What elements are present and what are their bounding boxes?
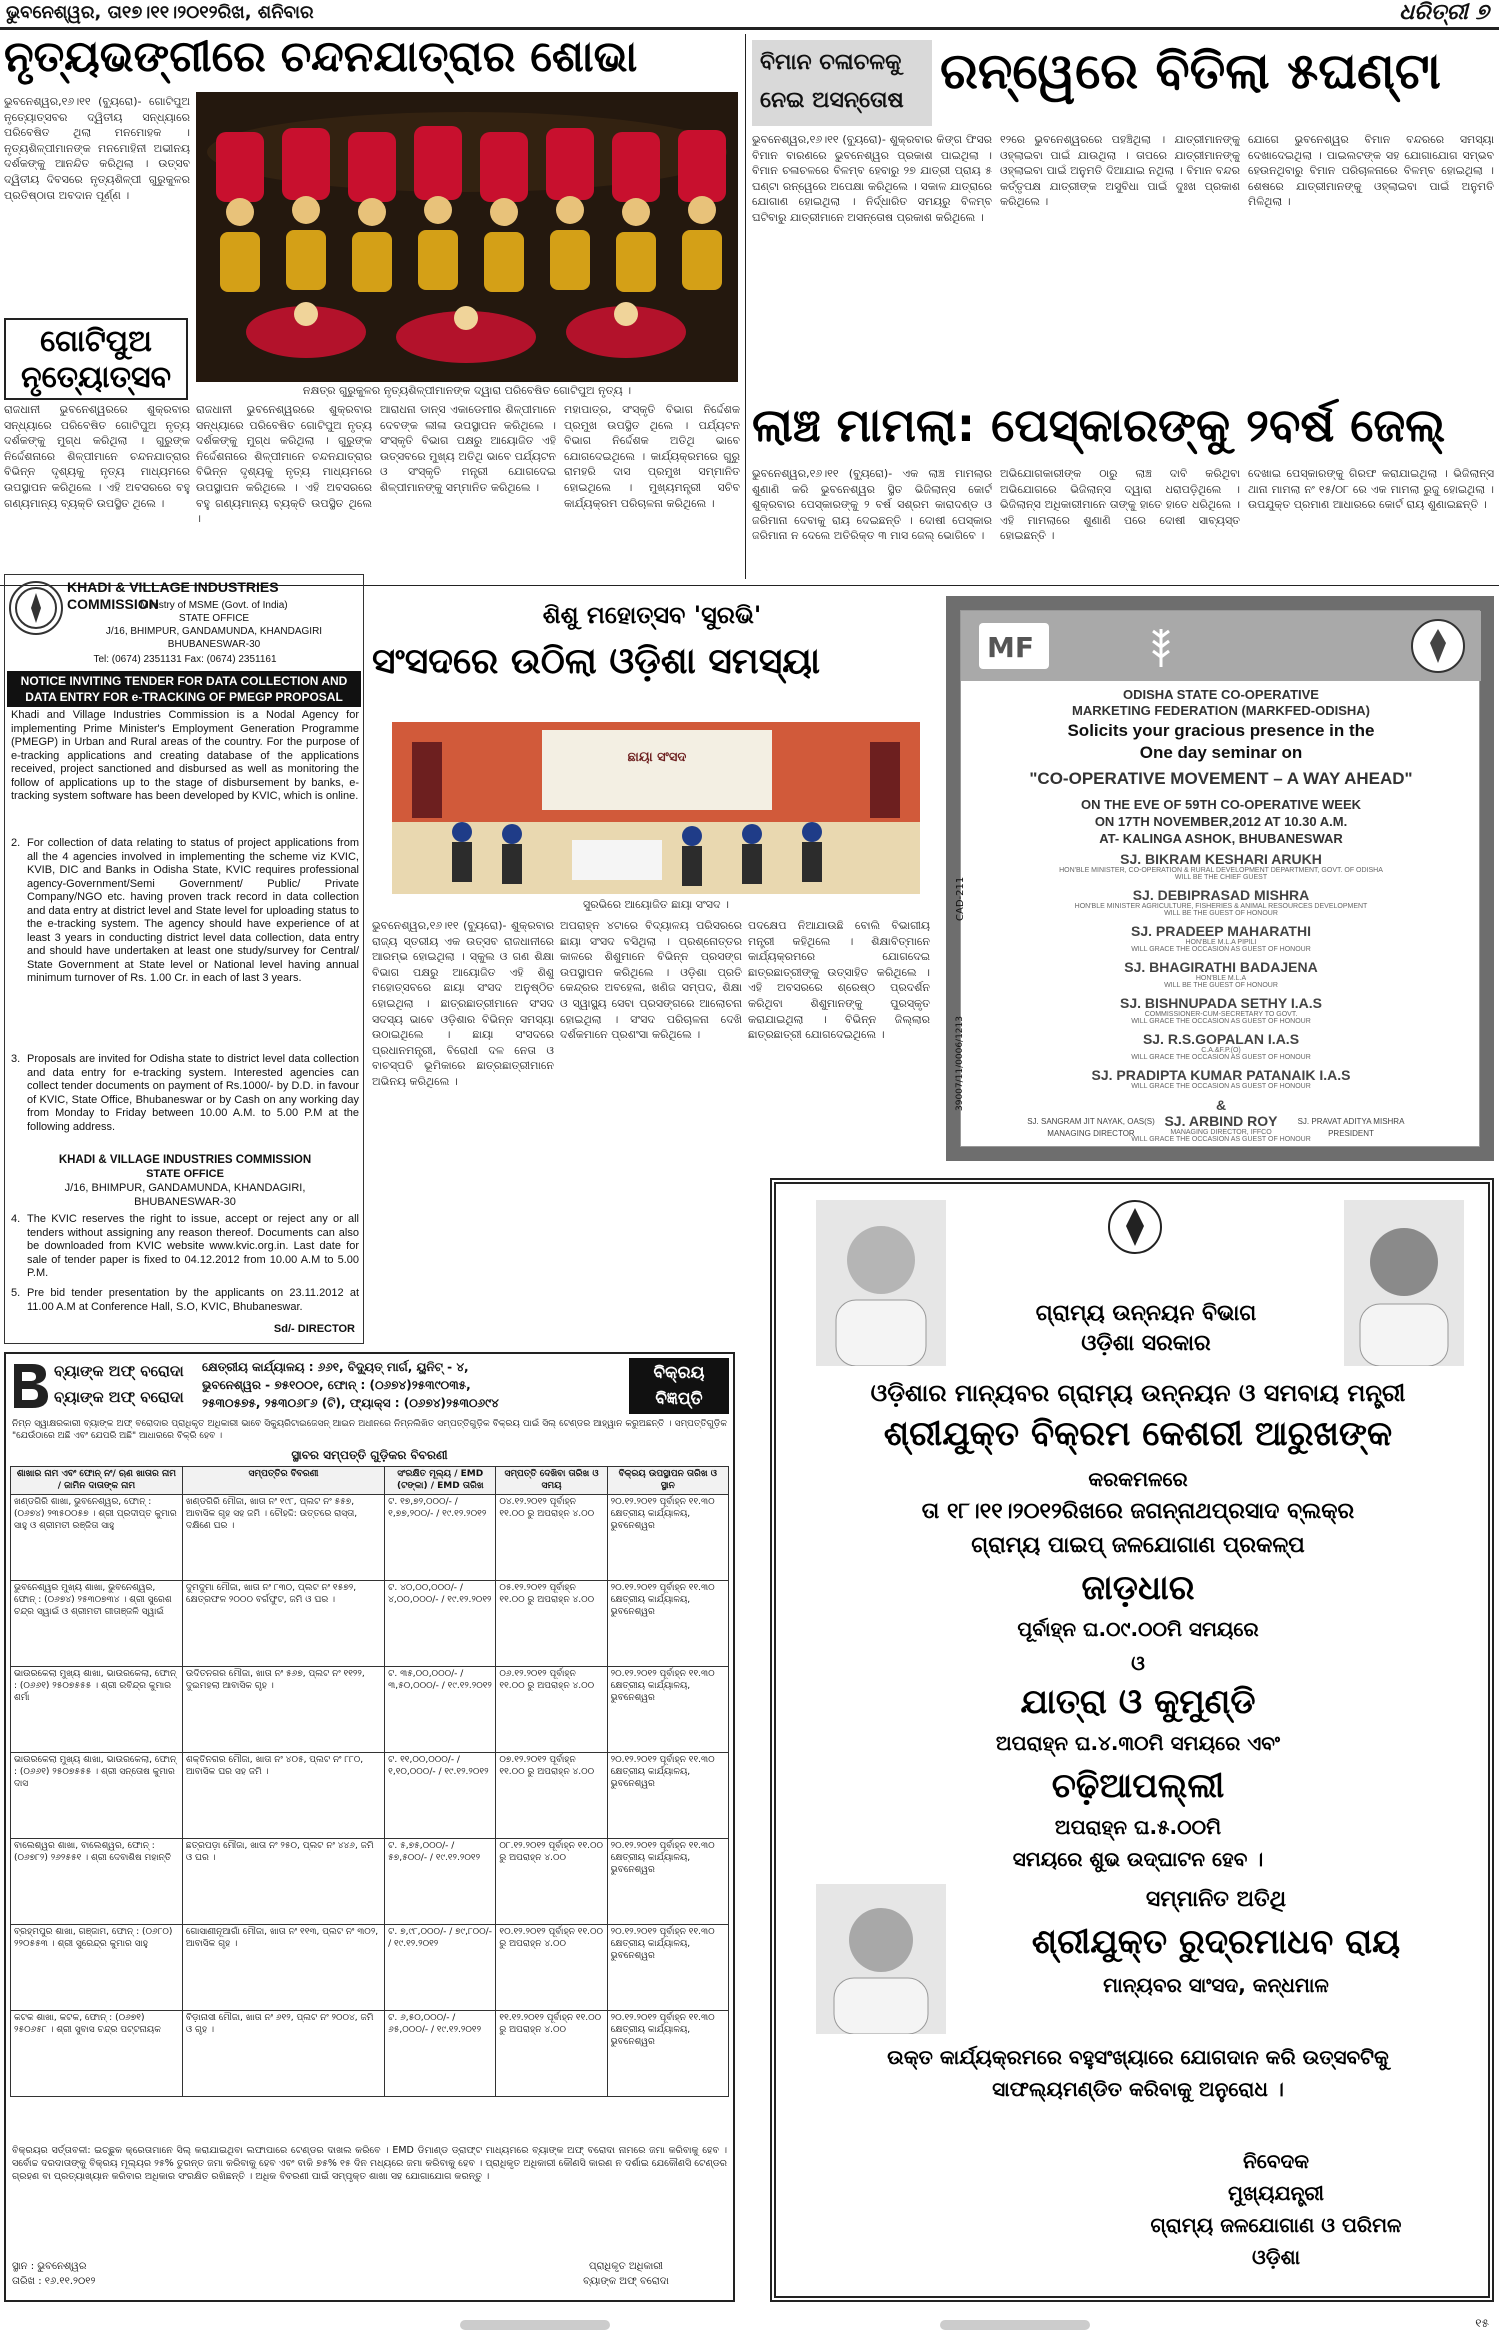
surabhi-photo-art — [392, 722, 920, 894]
pilot-body-col3: ଯୋଗେ ଭୁବନେଶ୍ୱର ବିମାନ ବନ୍ଦରରେ ସମସ୍ୟା ଦେଖାଦେଇଥିଲା । ପାଇଲଟଙ୍କ ସହ ଯୋଗାଯୋଗ ସମ୍ଭବ ହେଉନଥିବାରୁ ବିମାନ ପରିଚାଳନାରେ ବିଳମ୍ବ ହୋଇଥିଲା । ଶେଷରେ ଯାତ୍ରୀମାନଙ୍କୁ ଓହ୍ଲାଇବା ପାଇଁ ଅନୁମତି ମିଳିଥିଲା । — [1248, 133, 1494, 209]
bank-name2: ବ୍ୟାଙ୍କ ଅଫ୍ ବରୋଦା — [54, 1388, 184, 1406]
dance-headline: ନୃତ୍ୟଭଙ୍ଗୀରେ ଚନ୍ଦନଯାତ୍ରାର ଶୋଭା — [4, 32, 638, 82]
pilot-kicker-line2: ନେଇ ଅସନ୍ତୋଷ — [760, 88, 904, 113]
markfed-tag: CAD-211 — [955, 876, 966, 921]
column-divider — [745, 34, 746, 579]
guest-name: SJ. BHAGIRATHI BADAJENA — [1124, 959, 1318, 975]
markfed-last-role: MANAGING DIRECTOR, IFFCO — [1170, 1129, 1272, 1136]
guest-item — [981, 887, 1461, 923]
bank-office-line2: ଭୁବନେଶ୍ୱର - ୭୫୧୦୦୧, ଫୋନ୍ : (୦୬୭୪)୨୫୩୯୦୩୫, — [202, 1378, 471, 1392]
sale-label2: ବିଜ୍ଞପ୍ତି — [655, 1389, 703, 1409]
khadi-title: KHADI & VILLAGE INDUSTRIES COMMISSION — [67, 579, 279, 612]
svg-text:MF: MF — [987, 631, 1034, 664]
table-cell: ଟ. ୬,୫୦,୦୦୦/- / ୬୫,୦୦୦/- / ୧୯.୧୨.୨୦୧୨ — [385, 2011, 496, 2097]
markfed-sig-right-name: SJ. PRAVAT ADITYA MISHRA — [1297, 1117, 1405, 1126]
khadi-num2: 2. — [11, 837, 21, 849]
table-cell: ଖଣ୍ଡଗିରି ଶାଖା, ଭୁବନେଶ୍ୱର, ଫୋନ୍ : (୦୬୭୪) ୨୩୫୦୦୫୭ । ଶ୍ରୀ ପ୍ରଦୀପ୍ତ କୁମାର ସାହୁ ଓ ଶ୍ରୀମତୀ ରଞ୍ଜିତା ସାହୁ — [11, 1495, 183, 1581]
rural-water-ad — [770, 1178, 1494, 2302]
table-cell: କଟକ ଶାଖା, କଟକ, ଫୋନ୍ : (୦୬୭୧) ୨୫୦୬୫୮ । ଶ୍ରୀ ସୁବାସ ଚନ୍ଦ୍ର ପଟ୍ଟନାୟକ — [11, 2011, 183, 2097]
bank-office — [202, 1358, 622, 1412]
rural-minister-title: ଓଡ଼ିଶାର ମାନ୍ୟବର ଗ୍ରାମ୍ୟ ଉନ୍ନୟନ ଓ ସମବାୟ ମନ୍ତ୍ରୀ — [870, 1379, 1406, 1407]
dance-body-col3: ଆରାଧନା ଡାନ୍ସ ଏକାଡେମୀର ଶିଳ୍ପୀମାନେ ଦେବଙ୍କ ଲୀଳା ଉପସ୍ଥାପନ କରିଥିଲେ । ସଂସ୍କୃତି ବିଭାଗ ପକ୍ଷରୁ ଆୟୋଜିତ ଏହି ଉତ୍ସବରେ ମୁଖ୍ୟ ଅତିଥି ଭାବେ ପର୍ଯ୍ୟଟନ ଓ ସଂସ୍କୃତି ମନ୍ତ୍ରୀ ଯୋଗଦେଇ ଶିଳ୍ପୀମାନଙ୍କୁ ସମ୍ମାନିତ କରିଥିଲେ । — [380, 403, 556, 495]
table-cell: ୨୦.୧୨.୨୦୧୨ ପୂର୍ବାହ୍ନ ୧୧.୩୦ କ୍ଷେତ୍ରୀୟ କାର୍ଯ୍ୟାଳୟ, ଭୁବନେଶ୍ୱର — [607, 1925, 728, 2011]
rural-place1: ଜାଡ଼ଧାର — [1081, 1568, 1195, 1608]
table-row — [11, 1925, 729, 2011]
rural-from2: ଗ୍ରାମ୍ୟ ଜଳଯୋଗାଣ ଓ ପରିମଳ — [1150, 2213, 1402, 2237]
rural-guest-role: ମାନ୍ୟବର ସାଂସଦ, କନ୍ଧମାଳ — [1103, 1973, 1329, 1997]
rural-conj: ଓ — [1131, 1651, 1145, 1675]
guest-note: WILL GRACE THE OCCASION AS GUEST OF HONOUR — [1131, 1083, 1311, 1090]
surabhi-caption: ସୁରଭିରେ ଆୟୋଜିତ ଛାୟା ସଂସଦ । — [583, 898, 729, 911]
table-cell: ୨୦.୧୨.୨୦୧୨ ପୂର୍ବାହ୍ନ ୧୧.୩୦ କ୍ଷେତ୍ରୀୟ କାର୍ଯ୍ୟାଳୟ, ଭୁବନେଶ୍ୱର — [607, 1667, 728, 1753]
khadi-address: J/16, BHIMPUR, GANDAMUNDA, KHANDAGIRI — [105, 626, 323, 637]
table-row — [11, 1839, 729, 1925]
table-cell: ଟ. ୧୧,୦୦,୦୦୦/- / ୧,୧୦,୦୦୦/- / ୧୯.୧୨.୨୦୧୨ — [385, 1753, 496, 1839]
wheat-icon — [1131, 623, 1191, 669]
odisha-emblem-icon — [1106, 1198, 1164, 1256]
table-cell: ଖଣ୍ଡଗିରି ମୌଜା, ଖାତା ନଂ ୧୯୮, ପ୍ଲଟ ନଂ ୫୫୭, ଆବାସିକ ଗୃହ ସହ ଜମି । ଚୌହଦ୍ଦି: ଉତ୍ତରେ ରାସ୍ତା, ଦକ୍ଷିଣେ ଘର । — [182, 1495, 384, 1581]
table-cell: ଛତ୍ରପଡ଼ା ମୌଜା, ଖାତା ନଂ ୨୫୦, ପ୍ଲଟ ନଂ ୪୪୬, ଜମି ଓ ଘର । — [182, 1839, 384, 1925]
pilot-body-col1: ଭୁବନେଶ୍ୱର,୧୬।୧୧ (ବ୍ୟୁରୋ)- ଶୁକ୍ରବାର କିଙ୍ଗ ଫିସର ବିମାନ ବାରଣରେ ଭୁବନେଶ୍ୱର ପ୍ରକାଶ ପାଇଥିଲା । ବିମାନ ଚଳାଚଳରେ ବିଳମ୍ବ ହେବାରୁ ୨୭ ଯାତ୍ରୀ ପ୍ରାୟ ୫ ଘଣ୍ଟା ରନ୍‌ୱେରେ ଅପେକ୍ଷା କରିଥିଲେ । ସକାଳ ଯାତ୍ରାରେ ଯୋଗାଣ ହୋଇଥିଲା । ନିର୍ଦ୍ଧାରିତ ସମୟରୁ ବିଳମ୍ବ ଘଟିବାରୁ ଯାତ୍ରୀମାନେ ଅସନ୍ତୋଷ ପ୍ରକାଶ କରିଥିଲେ । — [752, 133, 992, 225]
gotipua-label: ଗୋଟିପୁଅ ନୃତ୍ୟୋତ୍ସବ — [20, 324, 172, 395]
dance-body-col2: ରାଜଧାନୀ ଭୁବନେଶ୍ୱରରେ ଶୁକ୍ରବାର ସନ୍ଧ୍ୟାରେ ପରିବେଷିତ ଗୋଟିପୁଅ ନୃତ୍ୟ ଦର୍ଶକଙ୍କୁ ମୁଗ୍ଧ କରିଥିଲା । ଗୁରୁଙ୍କ ନିର୍ଦ୍ଦେଶନାରେ ଶିଳ୍ପୀମାନେ ଚନ୍ଦନଯାତ୍ରାର ବିଭିନ୍ନ ଦୃଶ୍ୟକୁ ନୃତ୍ୟ ମାଧ୍ୟମରେ ଉପସ୍ଥାପନ କରିଥିଲେ । ଏହି ଅବସରରେ ବହୁ ଗଣ୍ୟମାନ୍ୟ ବ୍ୟକ୍ତି ଉପସ୍ଥିତ ଥିଲେ । — [196, 403, 372, 526]
dance-body-col1b: ରାଜଧାନୀ ଭୁବନେଶ୍ୱରରେ ଶୁକ୍ରବାର ସନ୍ଧ୍ୟାରେ ପରିବେଷିତ ଗୋଟିପୁଅ ନୃତ୍ୟ ଦର୍ଶକଙ୍କୁ ମୁଗ୍ଧ କରିଥିଲା । ଗୁରୁଙ୍କ ନିର୍ଦ୍ଦେଶନାରେ ଶିଳ୍ପୀମାନେ ଚନ୍ଦନଯାତ୍ରାର ବିଭିନ୍ନ ଦୃଶ୍ୟକୁ ନୃତ୍ୟ ମାଧ୍ୟମରେ ଉପସ୍ଥାପନ କରିଥିଲେ । ଏହି ଅବସରରେ ବହୁ ଗଣ୍ୟମାନ୍ୟ ବ୍ୟକ୍ତି ଉପସ୍ଥିତ ଥିଲେ । — [4, 403, 190, 510]
guest-role: HON'BLE MINISTER AGRICULTURE, FISHERIES & ANIMAL RESOURCES DEVELOPMENT — [1074, 903, 1368, 910]
guest-item — [981, 1067, 1461, 1097]
markfed-card — [955, 610, 1480, 1147]
markfed-org1: ODISHA STATE CO-OPERATIVE — [1123, 687, 1319, 702]
table-header: ସମ୍ପତ୍ତିର ବିବରଣୀ — [182, 1467, 384, 1495]
table-cell: ୦୪.୧୨.୨୦୧୨ ପୂର୍ବାହ୍ନ ୧୧.୦୦ ରୁ ଅପରାହ୍ନ ୪.୦୦ — [496, 1495, 607, 1581]
surabhi-body-col3: ପଦକ୍ଷେପ ନିଆଯାଉଛି ବୋଲି ବିଭାଗୀୟ ମନ୍ତ୍ରୀ କହିଥିଲେ । ଶିକ୍ଷାବିତ୍ମାନେ କାର୍ଯ୍ୟକ୍ରମରେ ଯୋଗଦେଇ ଛାତ୍ରଛାତ୍ରୀଙ୍କୁ ଉତ୍ସାହିତ କରିଥିଲେ । ଏହି ଅବସରରେ ଶ୍ରେଷ୍ଠ ପ୍ରଦର୍ଶନ କରିଥିବା ଶିଶୁମାନଙ୍କୁ ପୁରସ୍କୃତ କରାଯାଇଥିଲା । ବିଭିନ୍ନ ଜିଲ୍ଲାର ଛାତ୍ରଛାତ୍ରୀ ଯୋଗଦେଇଥିଲେ । — [748, 919, 930, 1042]
bribe-body-col2: ଅଭିଯୋଗକାରୀଙ୍କ ଠାରୁ ଲାଞ୍ଚ ଦାବି କରିଥିବା ଅଭିଯୋଗରେ ଭିଜିଲାନ୍ସ ଦ୍ୱାରା ଧରାପଡ଼ିଥିଲେ । ଭିଜିଲାନ୍ସ ଅଧିକାରୀମାନେ ତାଙ୍କୁ ହାତେ ହାତେ ଧରିଥିଲେ । ଏହି ମାମଲାରେ ଶୁଣାଣି ପରେ ଦୋଷୀ ସାବ୍ୟସ୍ତ ହୋଇଛନ୍ତି । — [1000, 467, 1240, 543]
khadi-num4: 4. — [11, 1213, 21, 1225]
khadi-tel: Tel: (0674) 2351131 Fax: (0674) 2351161 — [93, 654, 277, 665]
khadi-point5: Pre bid tender presentation by the applicants on 23.11.2012 at 11.00 A.M at Conference Hall, S.O, KVIC, Bhubaneswar. — [27, 1287, 359, 1313]
khadi-point2: For collection of data relating to status of project applications from all the 4 agencies involved in implementing the scheme viz KVIC, KVIB, DIC and Banks in Odisha State, KVIC requires professional agency-Government/Semi Government/ Public/ Private Company/NGO etc. having proven track record in data collection and data entry at district level and State level for uploading status to the e-tracking system. The agency should have experience of at least 3 years in conducting district level data collection, data entry and should have undertaken at least one study/survey for Central/ State Government at State level or National level having annual minimum turnover of Rs. 1.00 Cr. in each of last 3 years. — [27, 837, 359, 984]
paper-title: ଧରିତ୍ରୀ — [1399, 0, 1468, 25]
table-cell: ୦୫.୧୨.୨୦୧୨ ପୂର୍ବାହ୍ନ ୧୧.୦୦ ରୁ ଅପରାହ୍ନ ୪.୦୦ — [496, 1581, 607, 1667]
table-row — [11, 1495, 729, 1581]
rural-time1: ପୂର୍ବାହ୍ନ ଘ.୦୯.୦୦ମି ସମୟରେ — [1017, 1617, 1259, 1641]
surabhi-banner-text: ଛାୟା ସଂସଦ — [627, 750, 687, 765]
table-cell: ଭୁବନେଶ୍ୱର ମୁଖ୍ୟ ଶାଖା, ଭୁବନେଶ୍ୱର, ଫୋନ୍ : (୦୬୭୪) ୨୫୩୦୭୩୪ । ଶ୍ରୀ ସୁରେଶ ଚନ୍ଦ୍ର ସ୍ୱାଇଁ ଓ ଶ୍ରୀମତୀ ଗୀତାଞ୍ଜଳି ସ୍ୱାଇଁ — [11, 1581, 183, 1667]
place-label: ସ୍ଥାନ — [12, 2261, 28, 2272]
rural-time2: ଅପରାହ୍ନ ଘ.୪.୩୦ମି ସମୟରେ ଏବଂ — [995, 1731, 1281, 1755]
table-cell: ୨୦.୧୨.୨୦୧୨ ପୂର୍ବାହ୍ନ ୧୧.୩୦ କ୍ଷେତ୍ରୀୟ କାର୍ଯ୍ୟାଳୟ, ଭୁବନେଶ୍ୱର — [607, 1495, 728, 1581]
rural-place3: ଚଢ଼ିଆପଲ୍ଲୀ — [1051, 1766, 1225, 1806]
bank-notice-text: ନିମ୍ନ ସ୍ୱାକ୍ଷରକାରୀ ବ୍ୟାଙ୍କ ଅଫ୍ ବରୋଦାର ପ୍ରାଧିକୃତ ଅଧିକାରୀ ଭାବେ ସିକ୍ୟୁରିଟାଇଜେସନ୍ ଆଇନ ଅଧୀନରେ ନିମ୍ନଲିଖିତ ସମ୍ପତ୍ତିଗୁଡ଼ିକ ବିକ୍ରୟ ପାଇଁ ସିଲ୍ ଟେଣ୍ଡର ଆହ୍ୱାନ କରୁଅଛନ୍ତି । ସମ୍ପତ୍ତିଗୁଡ଼ିକ "ଯେଉଁଠାରେ ଅଛି ଏବଂ ଯେପରି ଅଛି" ଆଧାରରେ ବିକ୍ରି ହେବ । — [12, 1419, 727, 1441]
markfed-last-note: WILL GRACE THE OCCASION AS GUEST OF HONOUR — [1131, 1136, 1311, 1143]
markfed-sig-left-role: MANAGING DIRECTOR — [1047, 1129, 1135, 1138]
guest-name: SJ. PRADEEP MAHARATHI — [1131, 923, 1311, 939]
table-row — [11, 1667, 729, 1753]
table-cell: ଦୁମଦୁମା ମୌଜା, ଖାତା ନଂ ୮୩୦, ପ୍ଲଟ ନଂ ୧୫୭୨, କ୍ଷେତ୍ରଫଳ ୨୦୦୦ ବର୍ଗଫୁଟ, ଜମି ଓ ଘର । — [182, 1581, 384, 1667]
markfed-venue: AT- KALINGA ASHOK, BHUBANESWAR — [1099, 831, 1343, 846]
table-cell: ଟ. ୧୭,୭୨,୦୦୦/- / ୧,୭୭,୨୦୦/- / ୧୯.୧୨.୨୦୧୨ — [385, 1495, 496, 1581]
guest-name: SJ. BIKRAM KESHARI ARUKH — [1120, 851, 1322, 867]
guest-role: HON'BLE M.L.A PIPILI — [1185, 939, 1257, 946]
rural-by-hand: କରକମଳରେ — [1088, 1467, 1188, 1491]
bank-name1: ବ୍ୟାଙ୍କ ଅଫ୍ ବରୋଦା — [54, 1362, 184, 1380]
guest-note: WILL BE THE GUEST OF HONOUR — [1164, 910, 1278, 917]
date-value: ୧୬.୧୧.୨୦୧୨ — [44, 2276, 96, 2287]
minister-photo — [1344, 1200, 1464, 1366]
sale-label1: ବିକ୍ରୟ — [653, 1363, 705, 1383]
rural-from-label: ନିବେଦକ — [1243, 2149, 1309, 2173]
bribe-headline: ଲାଞ୍ଚ ମାମଲା: ପେସ୍କାରଙ୍କୁ ୨ବର୍ଷ ଜେଲ୍ — [752, 398, 1446, 452]
guest-role: COMMISSIONER-CUM-SECRETARY TO GOVT. — [1144, 1011, 1298, 1018]
table-header: ସମ୍ପତ୍ତି ଦେଖିବା ତାରିଖ ଓ ସମୟ — [496, 1467, 607, 1495]
bank-officer — [526, 2259, 726, 2289]
guest-role: C.A.&F.P.(O) — [1201, 1047, 1241, 1054]
khadi-repeat-title: KHADI & VILLAGE INDUSTRIES COMMISSION — [58, 1154, 312, 1166]
pilot-kicker-box — [752, 40, 932, 126]
bank-terms: ବିକ୍ରୟର ସର୍ତ୍ତାବଳୀ: ଇଚ୍ଛୁକ କ୍ରେତାମାନେ ସିଲ୍ କରାଯାଇଥିବା ଲଫାପାରେ ଟେଣ୍ଡର ଦାଖଲ କରିବେ । EMD ଡିମାଣ୍ଡ ଡ୍ରାଫ୍ଟ ମାଧ୍ୟମରେ ବ୍ୟାଙ୍କ ଅଫ୍ ବରୋଦା ନାମରେ ଜମା କରିବାକୁ ହେବ । ସର୍ବୋଚ୍ଚ ଦରଦାତାଙ୍କୁ ବିକ୍ରୟ ମୂଲ୍ୟର ୨୫% ତୁରନ୍ତ ଜମା କରିବାକୁ ହେବ ଏବଂ ବାକି ୭୫% ୧୫ ଦିନ ମଧ୍ୟରେ ଜମା କରିବାକୁ ହେବ । ପ୍ରାଧିକୃତ ଅଧିକାରୀ କୌଣସି କାରଣ ନ ଦର୍ଶାଇ ଯେକୌଣସି ଟେଣ୍ଡର ଗ୍ରହଣ ବା ପ୍ରତ୍ୟାଖ୍ୟାନ କରିବାର ଅଧିକାର ସଂରକ୍ଷିତ ରଖିଛନ୍ତି । ଅଧିକ ବିବରଣୀ ପାଇଁ ସମ୍ପୃକ୍ତ ଶାଖା ସହ ଯୋଗାଯୋଗ କରନ୍ତୁ । — [12, 2145, 727, 2182]
table-header: ବିକ୍ରୟ ଉପସ୍ଥାପନ ତାରିଖ ଓ ସ୍ଥାନ — [607, 1467, 728, 1495]
khadi-num3: 3. — [11, 1053, 21, 1065]
dance-body-col4: ମହାପାତ୍ର, ସଂସ୍କୃତି ବିଭାଗ ନିର୍ଦ୍ଦେଶକ ପ୍ରମୁଖ ଉପସ୍ଥିତ ଥିଲେ । ପର୍ଯ୍ୟଟନ ବିଭାଗ ନିର୍ଦ୍ଦେଶକ ଅତିଥି ଭାବେ ଯୋଗଦେଇଥିଲେ । କାର୍ଯ୍ୟକ୍ରମରେ ଗୁରୁ ରାମହରି ଦାସ ପ୍ରମୁଖ ସମ୍ମାନିତ ହୋଇଥିଲେ । ମୁଖ୍ୟମନ୍ତ୍ରୀ ସଚିବ କାର୍ଯ୍ୟକ୍ରମ ପରିଚାଳନା କରିଥିଲେ । — [564, 403, 740, 510]
pilot-headline: ରନ୍‌ୱେରେ ବିତିଲା ୫ଘଣ୍ଟା — [940, 42, 1441, 100]
table-header: ଶାଖାର ନାମ ଏବଂ ଫୋନ୍ ନଂ/ ଋଣ ଖାତାର ନାମ / ଜାମିନ ଦାତାଙ୍କ ନାମ — [11, 1467, 183, 1495]
rural-date-line: ତା ୧୮।୧୧।୨୦୧୨ରିଖରେ ଜଗନ୍ନାଥପ୍ରସାଦ ବ୍ଲକ୍‌ର — [921, 1499, 1355, 1524]
markfed-code: 39007/11/0006/1213 — [955, 1016, 965, 1111]
guest-name: SJ. R.S.GOPALAN I.A.S — [1142, 1031, 1300, 1047]
table-cell: ଉଦିତନଗର ମୌଜା, ଖାତା ନଂ ୫୬୭, ପ୍ଲଟ ନଂ ୧୧୨୨, ଦୁଇମହଲା ଆବାସିକ ଗୃହ । — [182, 1667, 384, 1753]
markfed-solicit2: One day seminar on — [1139, 743, 1303, 762]
guest-name: SJ. DEBIPRASAD MISHRA — [1132, 887, 1310, 903]
gotipua-label-box — [4, 318, 188, 400]
bribe-body-col1: ଭୁବନେଶ୍ୱର,୧୬।୧୧ (ବ୍ୟୁରୋ)- ଏକ ଲାଞ୍ଚ ମାମଲାର ଶୁଣାଣି କରି ଭୁବନେଶ୍ୱର ସ୍ଥିତ ଭିଜିଲାନ୍ସ କୋର୍ଟ ଶୁକ୍ରବାର ପେସ୍କାରଙ୍କୁ ୨ ବର୍ଷ ସଶ୍ରମ କାରାଦଣ୍ଡ ଓ ଜରିମାନା ଦେବାକୁ ରାୟ ଦେଇଛନ୍ତି । ଦୋଷୀ ପେସ୍କାର ଜରିମାନା ନ ଦେଲେ ଅତିରିକ୍ତ ୩ ମାସ ଜେଲ୍ ଭୋଗିବେ । — [752, 467, 992, 543]
guest-item — [981, 851, 1461, 887]
table-cell: ଟ. ୫,୭୫,୦୦୦/- / ୫୭,୫୦୦/- / ୧୯.୧୨.୨୦୧୨ — [385, 1839, 496, 1925]
markfed-sig-left-name: SJ. SANGRAM JIT NAYAK, OAS(S) — [1027, 1117, 1155, 1126]
table-cell: ୧୧.୧୨.୨୦୧୨ ପୂର୍ବାହ୍ନ ୧୧.୦୦ ରୁ ଅପରାହ୍ନ ୪.୦୦ — [496, 2011, 607, 2097]
footer-bar — [940, 2320, 1090, 2330]
guest-name: SJ. PRADIPTA KUMAR PATANAIK I.A.S — [1091, 1067, 1351, 1083]
table-cell: ୦୬.୧୨.୨୦୧୨ ପୂର୍ବାହ୍ନ ୧୧.୦୦ ରୁ ଅପରାହ୍ନ ୪.୦୦ — [496, 1667, 607, 1753]
rural-time3: ଅପରାହ୍ନ ଘ.୫.୦୦ମି — [1054, 1815, 1222, 1839]
surabhi-kicker: ଶିଶୁ ମହୋତ୍ସବ 'ସୁରଭି' — [542, 601, 762, 629]
officer-bank: ବ୍ୟାଙ୍କ ଅଫ୍ ବରୋଦା — [583, 2276, 669, 2287]
table-cell: ୦୮.୧୨.୨୦୧୨ ପୂର୍ବାହ୍ନ ୧୧.୦୦ ରୁ ଅପରାହ୍ନ ୪.୦୦ — [496, 1839, 607, 1925]
markfed-eve2: ON 17TH NOVEMBER,2012 AT 10.30 A.M. — [1094, 814, 1348, 829]
rural-guest-label: ସମ୍ମାନିତ ଅତିଥି — [1145, 1887, 1287, 1912]
dateline: ଭୁବନେଶ୍ୱର, ତା୧୭।୧୧।୨୦୧୨ରିଖ, ଶନିବାର — [6, 2, 314, 23]
footer-bar — [460, 2320, 610, 2330]
markfed-sig-right-role: PRESIDENT — [1328, 1129, 1374, 1138]
sale-label-box — [629, 1358, 729, 1414]
page-number: ୭ — [1475, 0, 1489, 25]
table-cell: ଭାଉରକେଲା ମୁଖ୍ୟ ଶାଖା, ଭାଉରକେଲା, ଫୋନ୍ : (୦୬୬୧) ୨୫୦୭୫୫୫ । ଶ୍ରୀ ସନ୍ତୋଷ କୁମାର ଦାସ — [11, 1753, 183, 1839]
table-cell: ଶକ୍ତିନଗର ମୌଜା, ଖାତା ନଂ ୪୦୫, ପ୍ଲଟ ନଂ ୮୮୦, ଆବାସିକ ଘର ସହ ଜମି । — [182, 1753, 384, 1839]
markfed-solicit1: Solicits your gracious presence in the — [1067, 721, 1375, 740]
dance-photo-art — [196, 92, 738, 382]
odisha-emblem-icon — [1411, 619, 1465, 673]
guest-note: WILL BE THE CHIEF GUEST — [1174, 874, 1268, 881]
rural-minister: ଶ୍ରୀଯୁକ୍ତ ବିକ୍ରମ କେଶରୀ ଆରୁଖଙ୍କ — [883, 1414, 1393, 1454]
guest-item — [981, 923, 1461, 959]
guest-note: WILL GRACE THE OCCASION AS GUEST OF HONOUR — [1131, 946, 1311, 953]
rural-inaug: ସମୟରେ ଶୁଭ ଉଦ୍‌ଘାଟନ ହେବ । — [1012, 1847, 1264, 1871]
pilot-kicker-line1: ବିମାନ ଚଳାଚଳକୁ — [760, 50, 902, 75]
markfed-guests — [981, 851, 1461, 1143]
table-cell: ଟ. ୪୦,୦୦,୦୦୦/- / ୪,୦୦,୦୦୦/- / ୧୯.୧୨.୨୦୧୨ — [385, 1581, 496, 1667]
place-value: ଭୁବନେଶ୍ୱର — [37, 2261, 87, 2272]
table-header-row — [11, 1467, 729, 1495]
officer-title: ପ୍ରାଧିକୃତ ଅଧିକାରୀ — [589, 2261, 663, 2272]
rural-appeal2: ସାଫଲ୍ୟମଣ୍ଡିତ କରିବାକୁ ଅନୁରୋଧ । — [992, 2077, 1284, 2101]
table-cell: ଗୋସାଣୀନୂଆଗାଁ ମୌଜା, ଖାତା ନଂ ୧୧୩, ପ୍ଲଟ ନଂ ୩୦୨, ଆବାସିକ ଗୃହ । — [182, 1925, 384, 2011]
rural-dept: ଗ୍ରାମ୍ୟ ଉନ୍ନୟନ ବିଭାଗ — [1035, 1301, 1257, 1326]
table-row — [11, 1581, 729, 1667]
table-cell: ୨୦.୧୨.୨୦୧୨ ପୂର୍ବାହ୍ନ ୧୧.୩୦ କ୍ଷେତ୍ରୀୟ କାର୍ଯ୍ୟାଳୟ, ଭୁବନେଶ୍ୱର — [607, 1839, 728, 1925]
bribe-body-col3: ଦେଖାଇ ପେସ୍କାରଙ୍କୁ ଗିରଫ କରାଯାଇଥିଲା । ଭିଜିଲାନ୍ସ ଥାନା ମାମଲା ନଂ ୧୫/୦୮ ରେ ଏକ ମାମଲା ରୁଜୁ ହୋଇଥିଲା । ଉପଯୁକ୍ତ ପ୍ରମାଣ ଆଧାରରେ କୋର୍ଟ ରାୟ ଶୁଣାଇଛନ୍ତି । — [1248, 467, 1494, 512]
surabhi-body-col1: ଭୁବନେଶ୍ୱର,୧୬।୧୧ (ବ୍ୟୁରୋ)- ଶୁକ୍ରବାର ରାଜ୍ୟ ସ୍ତରୀୟ ଏକ ଉତ୍ସବ ରାଜଧାନୀରେ ଆରମ୍ଭ ହୋଇଥିଲା । ସ୍କୁଲ ଓ ଗଣ ଶିକ୍ଷା ବିଭାଗ ପକ୍ଷରୁ ଆୟୋଜିତ ଏହି ଶିଶୁ ମହୋତ୍ସବରେ ଛାୟା ସଂସଦ ଅନୁଷ୍ଠିତ ହୋଇଥିଲା । ଛାତ୍ରଛାତ୍ରୀମାନେ ସଂସଦ ସଦସ୍ୟ ଭାବେ ଓଡ଼ିଶାର ବିଭିନ୍ନ ସମସ୍ୟା ଉଠାଇଥିଲେ । ଛାୟା ସଂସଦରେ ପ୍ରଧାନମନ୍ତ୍ରୀ, ବିରୋଧୀ ଦଳ ନେତା ଓ ବାଚସ୍ପତି ଭୂମିକାରେ ଛାତ୍ରଛାତ୍ରୀମାନେ ଅଭିନୟ କରିଥିଲେ । — [372, 919, 554, 1089]
table-cell: ବ୍ରହ୍ମପୁର ଶାଖା, ଗଞ୍ଜାମ, ଫୋନ୍ : (୦୬୮୦) ୨୨୦୫୫୩ । ଶ୍ରୀ ସୁରେନ୍ଦ୍ର କୁମାର ସାହୁ — [11, 1925, 183, 2011]
khadi-city: BHUBANESWAR-30 — [167, 639, 261, 650]
markfed-amp: & — [1215, 1097, 1227, 1113]
rural-place2: ଯାତ୍ରା ଓ କୁମୁଣ୍ଡି — [1020, 1682, 1256, 1722]
rural-govt: ଓଡ଼ିଶା ସରକାର — [1081, 1331, 1211, 1356]
kvic-emblem-icon — [9, 581, 63, 635]
table-row — [11, 2011, 729, 2097]
rural-guest: ଶ୍ରୀଯୁକ୍ତ ରୁଦ୍ରମାଧବ ରାୟ — [1031, 1922, 1401, 1962]
markfed-ad — [946, 596, 1494, 1161]
khadi-repeat-office: STATE OFFICE — [146, 1168, 224, 1180]
date-label: ତାରିଖ — [12, 2276, 36, 2287]
khadi-point4: The KVIC reserves the right to issue, accept or reject any or all tenders without assigning any reason thereof. Documents can also be downloaded from KVIC website www.kvic.org.in. Last date for sale of tender paper is fixed to 04.12.2012 from 10.00 A.M to 5.00 P.M. — [27, 1213, 359, 1279]
rural-from3: ଓଡ଼ିଶା — [1251, 2245, 1301, 2269]
guest-note: WILL GRACE THE OCCASION AS GUEST OF HONOUR — [1131, 1054, 1311, 1061]
bank-place-date: ସ୍ଥାନ : ଭୁବନେଶ୍ୱର ତାରିଖ : ୧୬.୧୧.୨୦୧୨ — [12, 2261, 96, 2287]
table-cell: ବାଲେଶ୍ୱର ଶାଖା, ବାଲେଶ୍ୱର, ଫୋନ୍ : (୦୬୭୮୨) ୨୬୨୫୫୧ । ଶ୍ରୀ ଦେବାଶିଷ ମହାନ୍ତି — [11, 1839, 183, 1925]
rural-appeal1: ଉକ୍ତ କାର୍ଯ୍ୟକ୍ରମରେ ବହୁସଂଖ୍ୟାରେ ଯୋଗଦାନ କରି ଉତ୍ସବଟିକୁ — [887, 2045, 1389, 2069]
khadi-point3: Proposals are invited for Odisha state to district level data collection and data entry for e-tracking system. Interested agencies can collect tender documents on payment of Rs.1000/- by D.D. in favour of KVIC, State Office, Bhubaneswar or by Cash on any working day from Monday to Friday between 10.00 A.M. to 5.00 P.M at the following address. — [27, 1053, 359, 1133]
guest-note: WILL GRACE THE OCCASION AS GUEST OF HONOUR — [1131, 1018, 1311, 1025]
property-table-grid — [10, 1466, 729, 2097]
masthead-rule — [0, 27, 1499, 30]
pilot-body-col2: ୧୨ରେ ଭୁବନେଶ୍ୱରରେ ପହଞ୍ଚିଥିଲା । ଯାତ୍ରୀମାନଙ୍କୁ ଓହ୍ଲାଇବା ପାଇଁ ଯାଉଥିଲା । ତାପରେ ଯାତ୍ରୀମାନଙ୍କୁ ଓହ୍ଲାଇବା ପାଇଁ ଅନୁମତି ଦିଆଯାଇ ନଥିଲା । ବିମାନ ବନ୍ଦର କର୍ତ୍ତୃପକ୍ଷ ଯାତ୍ରୀଙ୍କ ଅସୁବିଧା ପାଇଁ ଦୁଃଖ ପ୍ରକାଶ କରିଥିଲେ । — [1000, 133, 1240, 209]
schedule-title: ସ୍ଥାବର ସମ୍ପତ୍ତି ଗୁଡ଼ିକର ବିବରଣୀ — [291, 1448, 448, 1462]
khadi-num5: 5. — [11, 1287, 21, 1299]
guest-item — [981, 995, 1461, 1031]
guest-item — [981, 959, 1461, 995]
guest-name: SJ. BISHNUPADA SETHY I.A.S — [1119, 995, 1322, 1011]
markfed-logo-icon — [979, 623, 1049, 669]
table-row — [11, 1753, 729, 1839]
khadi-intro: Khadi and Village Industries Commission is a Nodal Agency for implementing Prime Minister's Employment Generation Programme (PMEGP) in Urban and Rural areas of the country. For the purpose of e-tracking applications and creating database of the applications received, project sanctioned and disbursed as well as monitoring the follow of applications up to the stage of disbursement by banks, e-tracking system software has been developed by KVIC, which is online. — [11, 709, 359, 802]
paper-name — [1399, 0, 1489, 25]
khadi-repeat-address: J/16, BHIMPUR, GANDAMUNDA, KHANDAGIRI, BHUBANESWAR-30 — [64, 1182, 306, 1208]
table-cell: ୨୦.୧୨.୨୦୧୨ ପୂର୍ବାହ୍ନ ୧୧.୩୦ କ୍ଷେତ୍ରୀୟ କାର୍ଯ୍ୟାଳୟ, ଭୁବନେଶ୍ୱର — [607, 2011, 728, 2097]
mp-photo — [816, 1884, 946, 2034]
guest-note: WILL BE THE GUEST OF HONOUR — [1164, 982, 1278, 989]
guest-role: HON'BLE MINISTER, CO-OPERATION & RURAL DEVELOPMENT DEPARTMENT, GOVT. OF ODISHA — [1059, 867, 1383, 874]
khadi-notice-title: NOTICE INVITING TENDER FOR DATA COLLECTION AND DATA ENTRY FOR e-TRACKING OF PMEGP PROPOSAL — [7, 671, 361, 707]
markfed-eve1: ON THE EVE OF 59TH CO-OPERATIVE WEEK — [1080, 797, 1361, 812]
rural-project: ଗ୍ରାମ୍ୟ ପାଇପ୍ ଜଳଯୋଗାଣ ପ୍ରକଳ୍ପ — [971, 1533, 1305, 1558]
table-header: ସଂରକ୍ଷିତ ମୂଲ୍ୟ / EMD (ଟଙ୍କା) / EMD ତାରିଖ — [385, 1467, 496, 1495]
footer-page-number: ୧୫ — [1475, 2316, 1489, 2330]
table-cell: ବିଡ଼ାନାସୀ ମୌଜା, ଖାତା ନଂ ୬୧୨, ପ୍ଲଟ ନଂ ୨୦୦୪, ଜମି ଓ ଗୃହ । — [182, 2011, 384, 2097]
markfed-theme: "CO-OPERATIVE MOVEMENT – A WAY AHEAD" — [1029, 769, 1413, 788]
surabhi-body-col2: ଅପରାହ୍ନ ୪ଟାରେ ବିଦ୍ୟାଳୟ ପରିସରରେ ଛାୟା ସଂସଦ ବସିଥିଲା । ପ୍ରଶ୍ନୋତ୍ତର କାଳରେ ଶିଶୁମାନେ ବିଭିନ୍ନ ପ୍ରସଙ୍ଗ ଉପସ୍ଥାପନ କରିଥିଲେ । ଓଡ଼ିଶା ପ୍ରତି କେନ୍ଦ୍ରର ଅବହେଳା, ଖଣିଜ ସମ୍ପଦ, ଶିକ୍ଷା ଓ ସ୍ୱାସ୍ଥ୍ୟ ସେବା ପ୍ରସଙ୍ଗରେ ଆଲୋଚନା ହୋଇଥିଲା । ସଂସଦ ପରିଚାଳନା ଦେଖି ଦର୍ଶକମାନେ ପ୍ରଶଂସା କରିଥିଲେ । — [560, 919, 742, 1042]
bank-logo-icon — [10, 1358, 50, 1414]
dance-photo — [196, 92, 738, 382]
markfed-org2: MARKETING FEDERATION (MARKFED-ODISHA) — [1071, 703, 1371, 718]
khadi-office: STATE OFFICE — [178, 613, 250, 624]
property-table — [10, 1466, 729, 2097]
table-cell: ଟ. ୩୫,୦୦,୦୦୦/- / ୩,୫୦,୦୦୦/- / ୧୯.୧୨.୨୦୧୨ — [385, 1667, 496, 1753]
bank-sale-notice — [4, 1352, 735, 2302]
rural-from1: ମୁଖ୍ୟଯନ୍ତ୍ରୀ — [1228, 2181, 1324, 2205]
cm-photo — [816, 1200, 946, 1366]
khadi-tender-ad — [4, 574, 364, 1344]
khadi-sign: Sd/- DIRECTOR — [273, 1323, 355, 1335]
guest-role: HON'BLE M.L.A — [1195, 975, 1247, 982]
bank-office-line1: କ୍ଷେତ୍ରୀୟ କାର୍ଯ୍ୟାଳୟ : ୬୬୧, ବିଦ୍ୟୁତ୍ ମାର୍ଗ, ୟୁନିଟ୍ - ୪, — [202, 1360, 469, 1374]
surabhi-headline: ସଂସଦରେ ଉଠିଲା ଓଡ଼ିଶା ସମସ୍ୟା — [372, 641, 821, 682]
bank-office-line3: ୨୫୩୦୫୭୫, ୨୫୩୦୬୮୬ (ଟି), ଫ୍ୟାକ୍ସ : (୦୬୭୪)୨୫୩୦୬୯୪ — [202, 1396, 499, 1410]
table-cell: ଭାଉରକେଲା ମୁଖ୍ୟ ଶାଖା, ଭାଉରକେଲା, ଫୋନ୍ : (୦୬୬୧) ୨୫୦୭୫୫୫ । ଶ୍ରୀ ରବିନ୍ଦ୍ର କୁମାର ଶର୍ମା — [11, 1667, 183, 1753]
table-cell: ୧୦.୧୨.୨୦୧୨ ପୂର୍ବାହ୍ନ ୧୧.୦୦ ରୁ ଅପରାହ୍ନ ୪.୦୦ — [496, 1925, 607, 2011]
markfed-last-guest: SJ. ARBIND ROY — [1164, 1113, 1278, 1129]
guest-item — [981, 1031, 1461, 1067]
table-cell: ୦୭.୧୨.୨୦୧୨ ପୂର୍ବାହ୍ନ ୧୧.୦୦ ରୁ ଅପରାହ୍ନ ୪.୦୦ — [496, 1753, 607, 1839]
surabhi-photo — [392, 722, 920, 894]
table-cell: ଟ. ୭,୯୮,୦୦୦/- / ୭୯,୮୦୦/- / ୧୯.୧୨.୨୦୧୨ — [385, 1925, 496, 2011]
table-cell: ୨୦.୧୨.୨୦୧୨ ପୂର୍ବାହ୍ନ ୧୧.୩୦ କ୍ଷେତ୍ରୀୟ କାର୍ଯ୍ୟାଳୟ, ଭୁବନେଶ୍ୱର — [607, 1581, 728, 1667]
khadi-ministry: Ministry of MSME (Govt. of India) — [140, 600, 288, 611]
dance-body-col1: ଭୁବନେଶ୍ୱର,୧୬।୧୧ (ବ୍ୟୁରୋ)- ଗୋଟିପୁଅ ନୃତ୍ୟୋତ୍ସବର ଦ୍ୱିତୀୟ ସନ୍ଧ୍ୟାରେ ପରିବେଷିତ ଥିଲା ମନମୋହକ । ନୃତ୍ୟଶିଳ୍ପୀମାନଙ୍କ ମନମୋହିନୀ ଅଭୀନୟ ଦର୍ଶକଙ୍କୁ ଆନନ୍ଦିତ କରିଥିଲା । ଉତ୍ସବ ଦ୍ୱିତୀୟ ଦିବସରେ ନୃତ୍ୟଶିଳ୍ପୀ ଗୁରୁକୁଳର ପ୍ରତିଷ୍ଠାତା ଅବଦାନ ପୂର୍ଣ୍ଣ । — [4, 95, 190, 202]
table-cell: ୨୦.୧୨.୨୦୧୨ ପୂର୍ବାହ୍ନ ୧୧.୩୦ କ୍ଷେତ୍ରୀୟ କାର୍ଯ୍ୟାଳୟ, ଭୁବନେଶ୍ୱର — [607, 1753, 728, 1839]
dance-caption: ନକ୍ଷତ୍ର ଗୁରୁକୁଳର ନୃତ୍ୟଶିଳ୍ପୀମାନଙ୍କ ଦ୍ୱାରା ପରିବେଷିତ ଗୋଟିପୁଅ ନୃତ୍ୟ । — [302, 384, 632, 397]
